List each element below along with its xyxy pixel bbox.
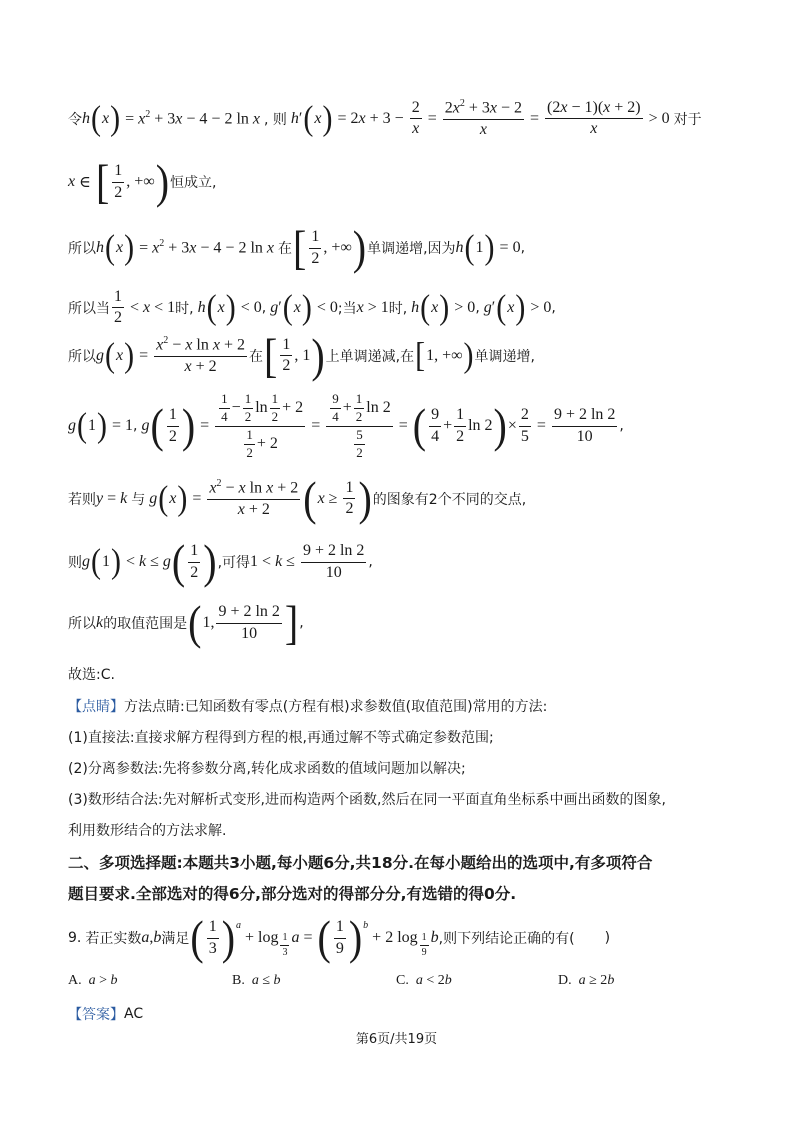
line-domain: x ∈ [ $\frac{1}{2}$ , +∞ ) 恒成立,: [68, 154, 217, 209]
line-g-values: g ( 1 ) = 1 , g ( $\frac{1}{2}$ ) = $\frac{1}{4}$ − $\frac{1}{2}$ ln $\frac{1}{2}$ + 2 $\frac{1}{2}$ + 2 = $\frac{9}{4}$ + $\frac{1}{2}$ ln 2 $\frac{5}{2}$ = ( $\frac{9}{4}$ + $\frac{1}{2}$ ln 2 ) × $\frac{2}{5}$ = $\frac{9 + 2 \ln 2}{10}$ ,: [68, 391, 624, 460]
section-header-line1: 二、多项选择题:本题共3小题,每小题6分,共18分.在每小题给出的选项中,有多项符合: [68, 854, 653, 872]
option-a[interactable]: A. a > b: [68, 973, 118, 988]
commentary-tag: 【点睛】: [68, 699, 124, 715]
line-intersection: 若则 y = k 与 g ( x ) = $\frac{x^2 - x \ln x + 2}{x + 2}$ ( x ≥ $\frac{1}{2}$ ) 的图象有2个不同的交点,: [68, 470, 527, 525]
commentary-item-3b: 利用数形结合的方法求解.: [68, 823, 227, 839]
answer-tag: 【答案】: [68, 1007, 124, 1023]
page-footer: 第6页/共19页: [355, 1032, 438, 1047]
option-c[interactable]: C. a < 2b: [396, 973, 452, 988]
question-number: 9.: [68, 930, 82, 946]
line-h-definition: 令 h ( x ) = $x^2 + 3x - 4 - 2$ ln x , 则 h ′ ( x ) = 2x + 3 − $\frac{2}{x}$ = $\frac{2x^2 + 3x - 2}{x}$ = $\frac{(2x - 1)(x + 2)}{x}$ > 0 对于: [68, 98, 702, 138]
question-9: 9. 若正实数 a , b 满足 ( $\frac{1}{3}$ ) $^a$ + log $\frac{1}{3}$ a = ( $\frac{1}{9}$ ) $^b$ + 2 log $\frac{1}{9}$ b ,则下列结论正确的有( ): [68, 910, 611, 965]
commentary-item-1: (1)直接法:直接求解方程得到方程的根,再通过解不等式确定参数范围;: [68, 730, 494, 746]
commentary-item-2: (2)分离参数法:先将参数分离,转化成求函数的值域问题加以解决;: [68, 761, 466, 777]
line-h-increasing: 所以 h ( x ) = $x^2 + 3x - 4 - 2$ ln x 在 [ $\frac{1}{2}$ , +∞ ) 单调递增,因为 h ( 1 ) = 0 ,: [68, 220, 526, 275]
choice-line: 故选:C.: [68, 667, 115, 683]
commentary-item-3: (3)数形结合法:先对解析式变形,进而构造两个函数,然后在同一平面直角坐标系中画出函数的图象,: [68, 792, 666, 808]
line-sign-analysis: 所以当 $\frac{1}{2}$ < x < 1 时, h ( x ) < 0 , g ′ ( x ) < 0 ;当 x > 1 时, h ( x ) > 0 , g ′ ( x ) > 0 ,: [68, 288, 556, 327]
option-d[interactable]: D. a ≥ 2b: [558, 973, 615, 988]
section-header-line2: 题目要求.全部选对的得6分,部分选对的得部分分,有选错的得0分.: [68, 885, 517, 903]
commentary-intro: 【点睛】 方法点睛:已知函数有零点(方程有根)求参数值(取值范围)常用的方法:: [68, 696, 547, 716]
line-k-range: 所以 k 的取值范围是 ( 1, $\frac{9 + 2 \ln 2}{10}$ ] ,: [68, 595, 304, 650]
answer-value: AC: [124, 1006, 144, 1022]
line-k-inequality: 则 g ( 1 ) < k ≤ g ( $\frac{1}{2}$ ) ,可得 1 < k ≤ $\frac{9 + 2 \ln 2}{10}$ ,: [68, 534, 373, 589]
answer-line: [68, 1004, 143, 1024]
option-b[interactable]: B. a ≤ b: [232, 973, 281, 988]
line-g-monotonic: 所以 g ( x ) = $\frac{x^2 - x \ln x + 2}{x + 2}$ 在 [ $\frac{1}{2}$ , 1 ) 上单调递减,在 [ 1, +∞ ) 单调递增,: [68, 327, 535, 382]
